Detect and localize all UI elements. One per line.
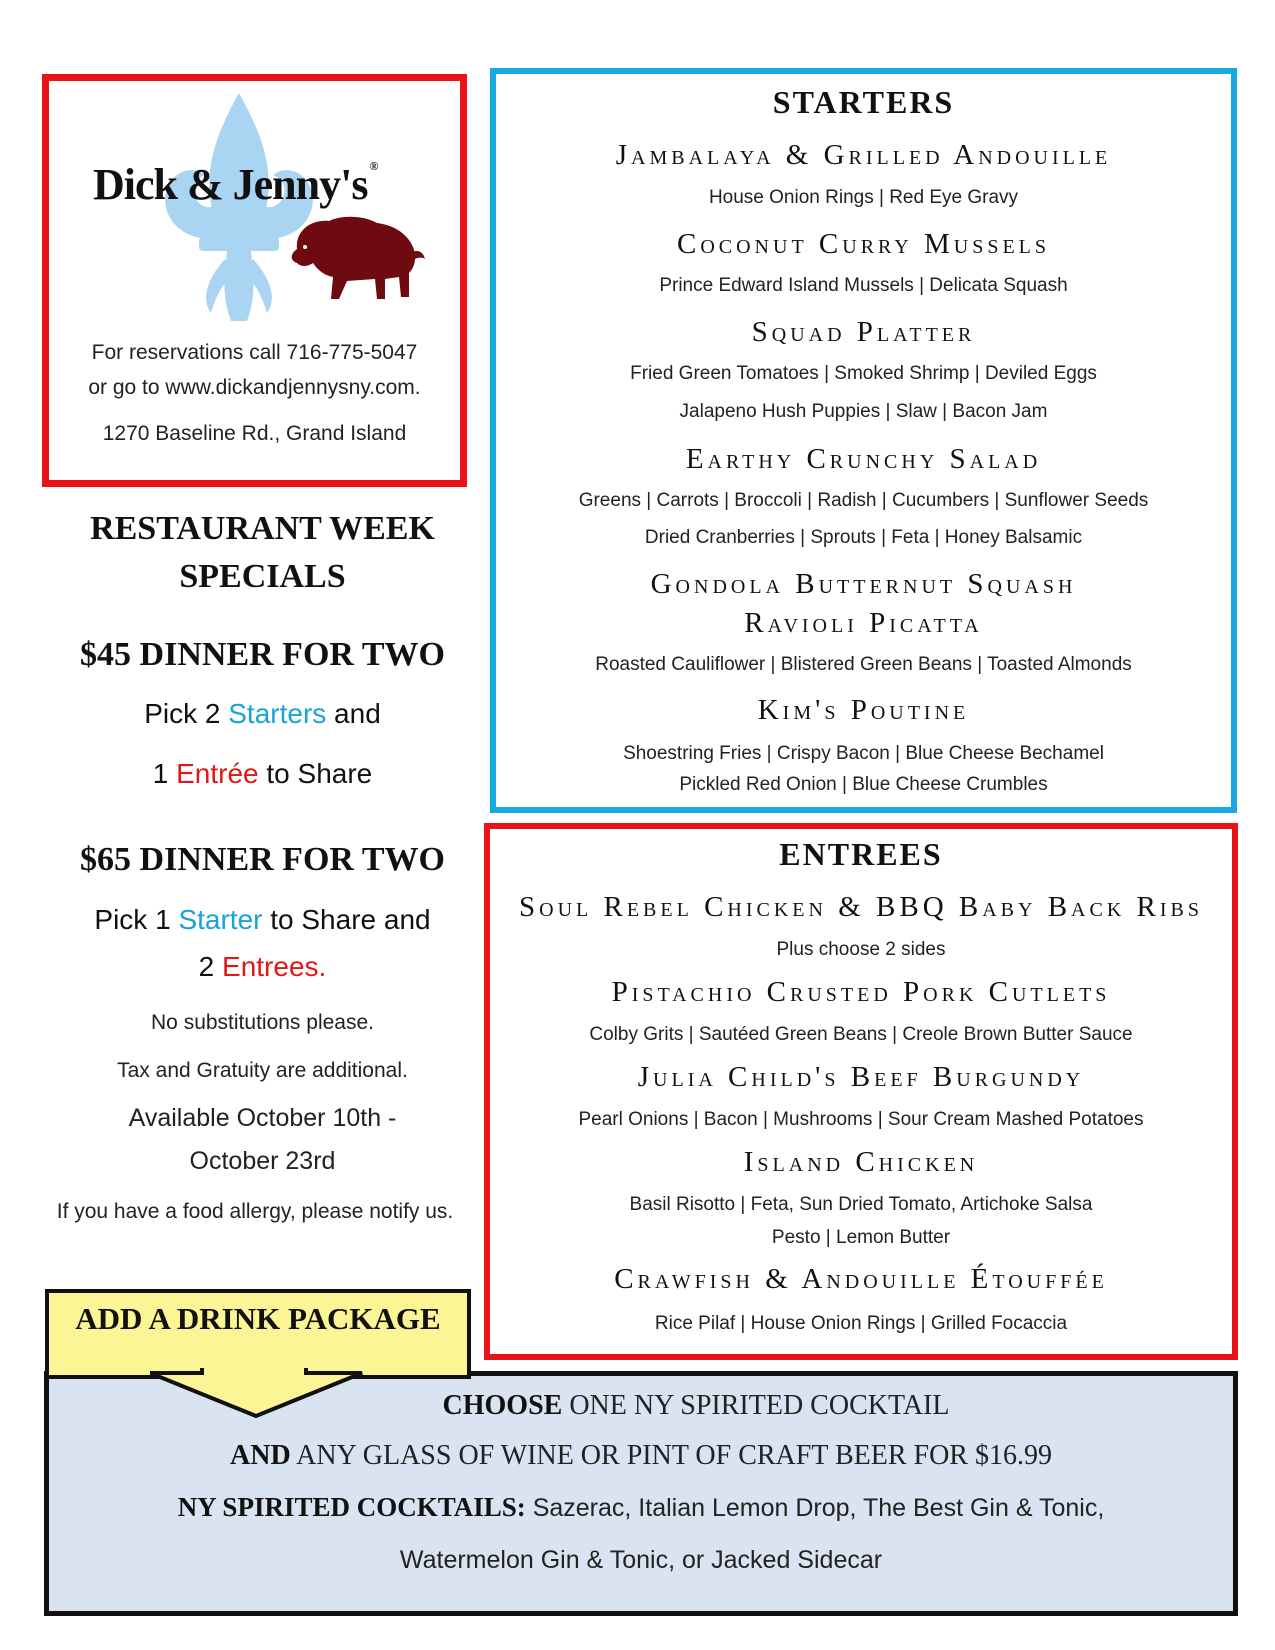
starter-name: Earthy Crunchy Salad	[685, 443, 1042, 475]
starters-section	[490, 68, 1237, 813]
entree-desc: Colby Grits | Sautéed Green Beans | Creole Brown Butter Sauce	[589, 1024, 1133, 1045]
starter-name: Jambalaya & Grilled Andouille	[615, 139, 1112, 171]
reservations-website: or go to www.dickandjennysny.com.	[88, 376, 421, 399]
brand-name: Dick & Jenny's ®	[93, 159, 378, 209]
reservations-phone: For reservations call 716-775-5047	[91, 341, 418, 364]
entree-desc: Basil Risotto | Feta, Sun Dried Tomato, Artichoke Salsa	[629, 1194, 1093, 1215]
down-arrow-icon	[150, 1368, 370, 1418]
drink-choose-line: CHOOSE ONE NY SPIRITED COCKTAIL	[442, 1390, 950, 1421]
drink-package-title: ADD A DRINK PACKAGE	[75, 1301, 441, 1336]
address: 1270 Baseline Rd., Grand Island	[102, 422, 407, 445]
starter-name: Kim's Poutine	[757, 694, 970, 726]
entree-name: Island Chicken	[743, 1146, 979, 1178]
starter-desc: Dried Cranberries | Sprouts | Feta | Honey Balsamic	[644, 527, 1083, 548]
starter-desc: Greens | Carrots | Broccoli | Radish | Cucumbers | Sunflower Seeds	[578, 490, 1149, 511]
entrees-section	[484, 823, 1238, 1360]
starter-desc: Roasted Cauliflower | Blistered Green Beans | Toasted Almonds	[595, 654, 1132, 675]
entree-name: Pistachio Crusted Pork Cutlets	[611, 976, 1111, 1008]
starter-name-cont: Ravioli Picatta	[744, 607, 983, 639]
starter-desc: Fried Green Tomatoes | Smoked Shrimp | Deviled Eggs	[630, 363, 1097, 384]
logo-contact-box	[42, 74, 467, 487]
cocktail-list-line2: Watermelon Gin & Tonic, or Jacked Sidecar	[399, 1546, 883, 1574]
starter-name: Coconut Curry Mussels	[676, 228, 1050, 260]
no-substitutions-note: No substitutions please.	[151, 1011, 374, 1034]
starter-name: Gondola Butternut Squash	[650, 568, 1077, 600]
deal2-title: $65 DINNER FOR TWO	[80, 841, 445, 878]
drink-package-header	[45, 1289, 471, 1379]
starter-desc: Jalapeno Hush Puppies | Slaw | Bacon Jam	[679, 401, 1048, 422]
entree-desc: Plus choose 2 sides	[776, 939, 946, 960]
deal1-line2: 1 Entrée to Share	[152, 758, 373, 789]
starter-desc: Pickled Red Onion | Blue Cheese Crumbles	[679, 774, 1048, 795]
starter-desc: Shoestring Fries | Crispy Bacon | Blue Cheese Bechamel	[623, 743, 1104, 764]
bison-icon	[277, 209, 427, 309]
availability-dates: Available October 10th - October 23rd	[128, 1104, 397, 1175]
deal1-line1: Pick 2 Starters and	[144, 698, 381, 729]
drink-and-line: AND ANY GLASS OF WINE OR PINT OF CRAFT BEER FOR $16.99	[230, 1440, 1052, 1471]
entree-name: Crawfish & Andouille Étouffée	[614, 1263, 1108, 1295]
entree-name: Soul Rebel Chicken & BBQ Baby Back Ribs	[519, 891, 1203, 923]
entree-desc: Pearl Onions | Bacon | Mushrooms | Sour Cream Mashed Potatoes	[578, 1109, 1144, 1130]
specials-title: RESTAURANT WEEK SPECIALS	[90, 510, 435, 595]
starter-name: Squad Platter	[751, 316, 976, 348]
cocktail-list-line1: NY SPIRITED COCKTAILS: Sazerac, Italian Lemon Drop, The Best Gin & Tonic,	[177, 1492, 1105, 1522]
entree-desc: Pesto | Lemon Butter	[771, 1227, 951, 1248]
tax-gratuity-note: Tax and Gratuity are additional.	[117, 1059, 408, 1082]
starters-title: STARTERS	[772, 84, 955, 120]
deal1-title: $45 DINNER FOR TWO	[80, 636, 445, 673]
entree-desc: Rice Pilaf | House Onion Rings | Grilled Focaccia	[654, 1313, 1068, 1334]
deal2-line2: 2 Entrees.	[198, 951, 327, 982]
entrees-title: ENTREES	[779, 836, 943, 872]
starter-desc: Prince Edward Island Mussels | Delicata Squash	[659, 275, 1068, 296]
deal2-line1: Pick 1 Starter to Share and	[94, 904, 431, 935]
entree-name: Julia Child's Beef Burgundy	[637, 1061, 1085, 1093]
starter-desc: House Onion Rings | Red Eye Gravy	[708, 187, 1019, 208]
allergy-note: If you have a food allergy, please notify us.	[56, 1200, 454, 1223]
